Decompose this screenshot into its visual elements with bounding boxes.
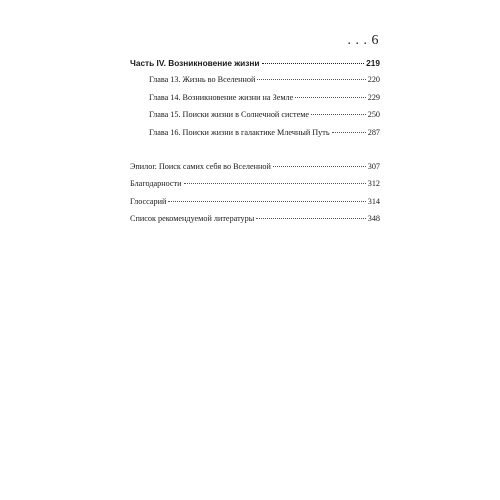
toc-back-matter-page: 307 — [367, 161, 380, 171]
table-of-contents — [130, 58, 380, 224]
toc-part-page: 219 — [366, 58, 380, 68]
toc-back-matter-title: Глоссарий — [130, 196, 167, 206]
toc-chapter-title: Глава 16. Поиски жизни в галактике Млечный Путь — [149, 127, 330, 137]
toc-part-entry[interactable] — [130, 58, 380, 68]
toc-back-matter-page: 348 — [367, 214, 380, 223]
toc-chapter-entry[interactable] — [130, 110, 380, 120]
toc-back-matter-entry[interactable] — [130, 179, 380, 189]
toc-back-matter-title: Список рекомендуемой литературы — [130, 214, 255, 223]
toc-chapter-entry[interactable] — [130, 93, 380, 103]
toc-chapter-page: 229 — [367, 92, 380, 102]
dot-leader — [256, 218, 365, 219]
dot-leader — [262, 63, 365, 64]
toc-back-matter-entry[interactable] — [130, 162, 380, 172]
toc-chapter-title: Глава 15. Поиски жизни в Солнечной системе — [149, 110, 310, 119]
dot-leader — [184, 183, 366, 184]
toc-chapter-title: Глава 14. Возникновение жизни на Земле — [149, 92, 294, 102]
dot-leader — [257, 79, 365, 80]
dot-leader — [295, 97, 365, 98]
toc-part-title: Часть IV. Возникновение жизни — [130, 58, 260, 68]
toc-chapter-page: 287 — [367, 127, 380, 137]
dot-leader — [332, 132, 366, 133]
toc-back-matter-page: 314 — [367, 196, 380, 206]
toc-back-matter-entry[interactable] — [130, 197, 380, 207]
toc-chapter-entry[interactable] — [130, 75, 380, 85]
dot-leader — [168, 201, 365, 202]
toc-chapter-entry[interactable] — [130, 128, 380, 138]
toc-back-matter-entry[interactable] — [130, 214, 380, 224]
toc-back-matter-title: Эпилог. Поиск самих себя во Вселенной — [130, 161, 271, 171]
toc-back-matter-page: 312 — [367, 179, 380, 188]
dot-leader — [311, 114, 366, 115]
toc-chapter-page: 250 — [367, 110, 380, 119]
page-number: . . . 6 — [347, 33, 379, 48]
dot-leader — [273, 166, 366, 167]
section-spacer — [130, 138, 380, 162]
toc-chapter-title: Глава 13. Жизнь во Вселенной — [149, 75, 256, 84]
toc-back-matter-title: Благодарности — [130, 179, 182, 188]
toc-chapter-page: 220 — [367, 75, 380, 84]
